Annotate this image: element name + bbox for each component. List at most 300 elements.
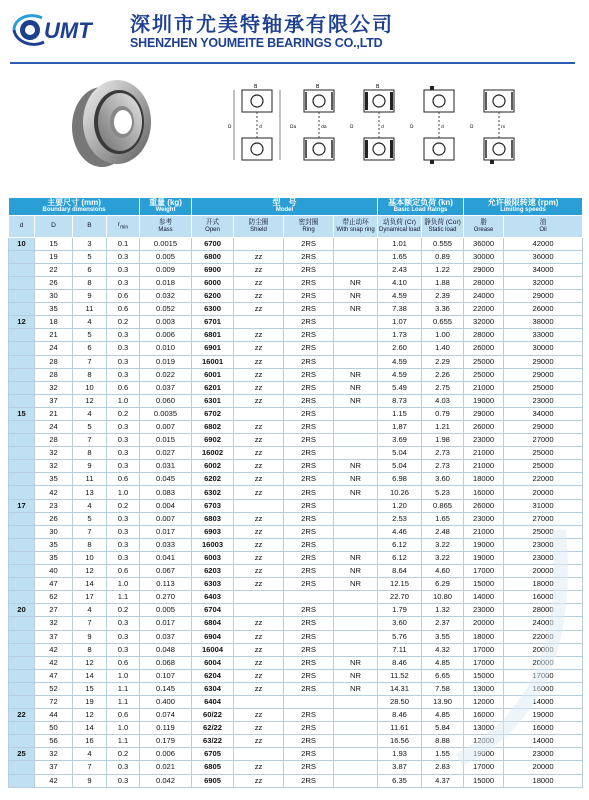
cell-dynamic-load: 4.59	[378, 290, 422, 303]
cell-static-load: 4.37	[422, 774, 464, 787]
cell-ring: 2RS	[284, 709, 334, 722]
cell-oil: 26000	[504, 303, 583, 316]
cell-dynamic-load: 3.60	[378, 617, 422, 630]
cell-B: 9	[73, 630, 107, 643]
cell-snap-ring	[334, 263, 378, 276]
cell-ring: 2RS	[284, 394, 334, 407]
cell-snap-ring	[334, 237, 378, 250]
cell-D: 35	[35, 538, 73, 551]
cell-ring: 2RS	[284, 761, 334, 774]
cell-grease: 20000	[464, 617, 504, 630]
cell-D: 35	[35, 473, 73, 486]
cell-B: 8	[73, 538, 107, 551]
cell-grease: 16000	[464, 709, 504, 722]
cell-d	[9, 355, 35, 368]
cell-r: 1.0	[107, 578, 140, 591]
cell-dynamic-load: 6.98	[378, 473, 422, 486]
table-row	[9, 735, 583, 748]
cell-ring: 2RS	[284, 381, 334, 394]
cell-snap-ring	[334, 407, 378, 420]
cell-mass: 0.041	[140, 551, 192, 564]
cell-snap-ring	[334, 630, 378, 643]
cell-static-load: 4.03	[422, 394, 464, 407]
cell-r: 0.3	[107, 447, 140, 460]
cell-dynamic-load: 8.64	[378, 565, 422, 578]
cell-oil: 38000	[504, 316, 583, 329]
svg-text:B: B	[316, 84, 320, 90]
table-row	[9, 460, 583, 473]
cell-D: 35	[35, 551, 73, 564]
table-row	[9, 551, 583, 564]
cell-d	[9, 538, 35, 551]
cell-oil: 29000	[504, 368, 583, 381]
section-diagram-shield	[290, 84, 348, 166]
cell-B: 13	[73, 486, 107, 499]
cell-snap-ring	[334, 499, 378, 512]
cell-shield: zz	[234, 525, 284, 538]
col-mass: 参考 Mass	[140, 215, 192, 237]
cell-grease: 32000	[464, 316, 504, 329]
cell-mass: 0.019	[140, 355, 192, 368]
cell-d	[9, 473, 35, 486]
cell-dynamic-load: 1.20	[378, 499, 422, 512]
cell-D: 62	[35, 591, 73, 604]
cell-mass: 0.107	[140, 669, 192, 682]
cell-oil: 32000	[504, 276, 583, 289]
cell-static-load: 3.22	[422, 538, 464, 551]
header-weight: 重量 (kg) Weight	[140, 198, 192, 216]
cell-snap-ring: NR	[334, 303, 378, 316]
cell-shield	[234, 237, 284, 250]
cell-shield: zz	[234, 617, 284, 630]
cell-mass: 0.113	[140, 578, 192, 591]
cell-static-load: 3.60	[422, 473, 464, 486]
cell-snap-ring	[334, 591, 378, 604]
cell-snap-ring: NR	[334, 669, 378, 682]
cell-D: 24	[35, 421, 73, 434]
cell-shield: zz	[234, 682, 284, 695]
cell-open: 6302	[192, 486, 234, 499]
cell-D: 44	[35, 709, 73, 722]
cell-dynamic-load: 4.46	[378, 525, 422, 538]
cell-oil: 29000	[504, 290, 583, 303]
cell-snap-ring	[334, 735, 378, 748]
cell-D: 26	[35, 512, 73, 525]
cell-grease: 21000	[464, 525, 504, 538]
cell-B: 12	[73, 394, 107, 407]
cell-oil: 33000	[504, 329, 583, 342]
table-row	[9, 407, 583, 420]
cell-shield: zz	[234, 263, 284, 276]
cell-oil: 23000	[504, 748, 583, 761]
cell-dynamic-load: 22.70	[378, 591, 422, 604]
table-row	[9, 565, 583, 578]
cell-dynamic-load: 6.12	[378, 538, 422, 551]
cell-dynamic-load: 4.59	[378, 368, 422, 381]
cell-static-load: 6.65	[422, 669, 464, 682]
cell-dynamic-load: 2.53	[378, 512, 422, 525]
cell-B: 19	[73, 695, 107, 708]
cell-snap-ring: NR	[334, 656, 378, 669]
cell-open: 6003	[192, 551, 234, 564]
table-row	[9, 368, 583, 381]
cell-snap-ring	[334, 447, 378, 460]
cell-mass: 0.015	[140, 434, 192, 447]
cell-open: 6902	[192, 434, 234, 447]
cell-r: 0.2	[107, 748, 140, 761]
cell-shield: zz	[234, 643, 284, 656]
cell-grease: 14000	[464, 591, 504, 604]
col-D: D	[35, 215, 73, 237]
svg-text:Da: Da	[290, 125, 297, 130]
col-grease: 脂 Grease	[464, 215, 504, 237]
cell-r: 0.3	[107, 368, 140, 381]
cell-shield: zz	[234, 656, 284, 669]
cell-static-load: 2.39	[422, 290, 464, 303]
cell-ring: 2RS	[284, 355, 334, 368]
cell-grease: 23000	[464, 512, 504, 525]
cell-grease: 21000	[464, 381, 504, 394]
col-d: d	[9, 215, 35, 237]
cell-mass: 0.027	[140, 447, 192, 460]
cell-d	[9, 591, 35, 604]
cell-open: 6403	[192, 591, 234, 604]
cell-r: 0.2	[107, 604, 140, 617]
table-row	[9, 538, 583, 551]
cell-D: 30	[35, 525, 73, 538]
cell-D: 52	[35, 682, 73, 695]
cell-D: 19	[35, 250, 73, 263]
cell-r: 0.3	[107, 643, 140, 656]
cell-open: 60/22	[192, 709, 234, 722]
cell-d: 22	[9, 709, 35, 722]
cell-D: 30	[35, 290, 73, 303]
cell-snap-ring: NR	[334, 368, 378, 381]
cell-d	[9, 735, 35, 748]
cell-d: 25	[9, 748, 35, 761]
cell-B: 7	[73, 761, 107, 774]
cell-mass: 0.018	[140, 276, 192, 289]
table-row	[9, 486, 583, 499]
section-diagram-open	[228, 84, 286, 166]
cell-open: 6303	[192, 578, 234, 591]
cell-shield: zz	[234, 342, 284, 355]
cell-d	[9, 303, 35, 316]
cell-open: 16001	[192, 355, 234, 368]
cell-B: 4	[73, 316, 107, 329]
cell-r: 0.3	[107, 342, 140, 355]
cell-open: 6804	[192, 617, 234, 630]
cell-r: 0.3	[107, 761, 140, 774]
cell-grease: 24000	[464, 290, 504, 303]
cell-grease: 19000	[464, 551, 504, 564]
cell-mass: 0.067	[140, 565, 192, 578]
cell-dynamic-load: 7.38	[378, 303, 422, 316]
cell-grease: 26000	[464, 499, 504, 512]
cell-shield: zz	[234, 761, 284, 774]
cell-oil: 22000	[504, 473, 583, 486]
cell-ring: 2RS	[284, 538, 334, 551]
cell-d	[9, 381, 35, 394]
section-diagram-shield-snap	[470, 84, 528, 166]
cell-ring: 2RS	[284, 643, 334, 656]
cell-dynamic-load: 1.07	[378, 316, 422, 329]
cell-D: 47	[35, 669, 73, 682]
cell-ring: 2RS	[284, 682, 334, 695]
cell-grease: 29000	[464, 407, 504, 420]
cell-grease: 16000	[464, 486, 504, 499]
cell-static-load: 1.21	[422, 421, 464, 434]
cell-grease: 15000	[464, 774, 504, 787]
cell-d	[9, 630, 35, 643]
cell-oil: 18000	[504, 578, 583, 591]
table-row	[9, 434, 583, 447]
svg-text:D: D	[350, 125, 354, 130]
cell-ring: 2RS	[284, 578, 334, 591]
cell-oil: 25000	[504, 525, 583, 538]
cell-open: 6903	[192, 525, 234, 538]
cell-shield: zz	[234, 538, 284, 551]
header-speed: 允许极限转速 (rpm) Limiting speeds	[464, 198, 583, 216]
cell-shield	[234, 748, 284, 761]
table-row	[9, 473, 583, 486]
cell-shield	[234, 316, 284, 329]
cell-B: 7	[73, 617, 107, 630]
cell-d	[9, 669, 35, 682]
cell-B: 7	[73, 355, 107, 368]
cell-dynamic-load: 1.79	[378, 604, 422, 617]
cell-r: 0.3	[107, 551, 140, 564]
cell-B: 10	[73, 381, 107, 394]
cell-grease: 17000	[464, 656, 504, 669]
cell-ring: 2RS	[284, 250, 334, 263]
table-row	[9, 604, 583, 617]
table-row	[9, 578, 583, 591]
header-divider	[10, 62, 575, 64]
cell-r: 1.0	[107, 394, 140, 407]
cell-open: 6002	[192, 460, 234, 473]
cell-r: 0.3	[107, 355, 140, 368]
cell-B: 17	[73, 591, 107, 604]
cell-shield	[234, 604, 284, 617]
table-row	[9, 290, 583, 303]
cell-static-load: 2.73	[422, 460, 464, 473]
cell-D: 26	[35, 276, 73, 289]
cell-shield: zz	[234, 630, 284, 643]
cell-ring: 2RS	[284, 748, 334, 761]
cell-ring: 2RS	[284, 551, 334, 564]
cell-B: 12	[73, 709, 107, 722]
cell-oil: 27000	[504, 434, 583, 447]
cell-snap-ring	[334, 329, 378, 342]
cell-static-load: 1.40	[422, 342, 464, 355]
col-B: B	[73, 215, 107, 237]
cell-dynamic-load: 16.56	[378, 735, 422, 748]
cell-oil: 27000	[504, 512, 583, 525]
cell-open: 6802	[192, 421, 234, 434]
cell-r: 0.3	[107, 512, 140, 525]
table-row	[9, 250, 583, 263]
cell-shield: zz	[234, 512, 284, 525]
cell-static-load: 4.60	[422, 565, 464, 578]
cell-snap-ring	[334, 617, 378, 630]
bearing-photo	[62, 72, 162, 172]
cell-B: 15	[73, 682, 107, 695]
table-body	[9, 237, 583, 787]
cell-d	[9, 565, 35, 578]
cell-oil: 18000	[504, 774, 583, 787]
cell-snap-ring: NR	[334, 551, 378, 564]
cell-d	[9, 421, 35, 434]
cell-open: 6702	[192, 407, 234, 420]
cell-static-load: 0.555	[422, 237, 464, 250]
cell-B: 8	[73, 447, 107, 460]
cell-r: 0.3	[107, 460, 140, 473]
col-open: 开式 Open	[192, 215, 234, 237]
cell-grease: 21000	[464, 447, 504, 460]
table-row	[9, 656, 583, 669]
cell-shield: zz	[234, 421, 284, 434]
cell-r: 1.1	[107, 695, 140, 708]
cell-oil: 25000	[504, 381, 583, 394]
cell-open: 6300	[192, 303, 234, 316]
cell-r: 0.3	[107, 276, 140, 289]
cell-open: 6803	[192, 512, 234, 525]
cell-d: 10	[9, 237, 35, 250]
cell-d	[9, 447, 35, 460]
cell-B: 5	[73, 512, 107, 525]
cell-open: 16004	[192, 643, 234, 656]
cell-grease: 12000	[464, 735, 504, 748]
cell-r: 0.3	[107, 630, 140, 643]
cell-mass: 0.009	[140, 263, 192, 276]
cell-static-load: 2.26	[422, 368, 464, 381]
cell-r: 0.6	[107, 473, 140, 486]
cell-r: 0.6	[107, 381, 140, 394]
cell-B: 6	[73, 342, 107, 355]
cell-shield: zz	[234, 578, 284, 591]
cell-dynamic-load: 1.65	[378, 250, 422, 263]
cell-mass: 0.017	[140, 525, 192, 538]
col-oil: 油 Oil	[504, 215, 583, 237]
cell-shield: zz	[234, 735, 284, 748]
cell-dynamic-load: 2.43	[378, 263, 422, 276]
cell-open: 6705	[192, 748, 234, 761]
cell-B: 10	[73, 551, 107, 564]
cell-snap-ring	[334, 316, 378, 329]
cell-dynamic-load: 2.60	[378, 342, 422, 355]
svg-text:B: B	[376, 84, 380, 90]
cell-grease: 23000	[464, 604, 504, 617]
cell-grease: 19000	[464, 748, 504, 761]
cell-ring: 2RS	[284, 617, 334, 630]
table-row	[9, 774, 583, 787]
cell-shield: zz	[234, 434, 284, 447]
cell-ring: 2RS	[284, 407, 334, 420]
cell-static-load: 3.36	[422, 303, 464, 316]
cell-shield: zz	[234, 290, 284, 303]
cell-open: 6801	[192, 329, 234, 342]
cell-shield: zz	[234, 473, 284, 486]
cell-B: 3	[73, 237, 107, 250]
cell-ring: 2RS	[284, 774, 334, 787]
table-column-header	[9, 215, 583, 237]
cell-D: 18	[35, 316, 73, 329]
cell-dynamic-load: 4.59	[378, 355, 422, 368]
table-row	[9, 761, 583, 774]
cell-ring: 2RS	[284, 276, 334, 289]
svg-text:da: da	[321, 125, 327, 130]
cell-open: 62/22	[192, 722, 234, 735]
cell-mass: 0.179	[140, 735, 192, 748]
cell-open: 6704	[192, 604, 234, 617]
section-diagram-seal	[350, 84, 408, 166]
cell-D: 28	[35, 434, 73, 447]
cell-shield: zz	[234, 709, 284, 722]
cell-shield: zz	[234, 368, 284, 381]
cell-mass: 0.068	[140, 656, 192, 669]
cell-grease: 25000	[464, 355, 504, 368]
cell-d: 15	[9, 407, 35, 420]
cell-oil: 24000	[504, 617, 583, 630]
svg-text:D: D	[470, 125, 474, 130]
cell-dynamic-load: 11.61	[378, 722, 422, 735]
cell-D: 27	[35, 604, 73, 617]
cell-ring: 2RS	[284, 434, 334, 447]
cell-D: 22	[35, 263, 73, 276]
cell-D: 21	[35, 407, 73, 420]
cell-mass: 0.0015	[140, 237, 192, 250]
cell-ring: 2RS	[284, 722, 334, 735]
cell-dynamic-load: 1.87	[378, 421, 422, 434]
cell-dynamic-load: 5.04	[378, 460, 422, 473]
cell-ring: 2RS	[284, 473, 334, 486]
cell-open: 6304	[192, 682, 234, 695]
cell-r: 0.2	[107, 316, 140, 329]
cell-shield	[234, 591, 284, 604]
table-row	[9, 591, 583, 604]
cell-open: 6904	[192, 630, 234, 643]
cell-oil: 23000	[504, 551, 583, 564]
cell-shield: zz	[234, 486, 284, 499]
cell-static-load: 1.22	[422, 263, 464, 276]
cell-shield: zz	[234, 565, 284, 578]
cell-ring: 2RS	[284, 669, 334, 682]
cell-oil: 20000	[504, 486, 583, 499]
cell-B: 5	[73, 329, 107, 342]
cell-mass: 0.042	[140, 774, 192, 787]
cell-r: 1.1	[107, 591, 140, 604]
cell-mass: 0.0035	[140, 407, 192, 420]
cell-oil: 25000	[504, 460, 583, 473]
cell-B: 7	[73, 434, 107, 447]
cell-d	[9, 394, 35, 407]
cell-oil: 31000	[504, 499, 583, 512]
cell-r: 1.1	[107, 682, 140, 695]
cell-oil: 28000	[504, 604, 583, 617]
cell-snap-ring	[334, 748, 378, 761]
cell-grease: 13000	[464, 722, 504, 735]
company-logo	[8, 10, 126, 50]
cell-dynamic-load: 8.46	[378, 709, 422, 722]
logo-text: UMT	[44, 18, 92, 43]
cell-r: 1.0	[107, 722, 140, 735]
cell-grease: 17000	[464, 761, 504, 774]
cell-B: 8	[73, 276, 107, 289]
cell-ring: 2RS	[284, 630, 334, 643]
table-row	[9, 355, 583, 368]
cell-r: 0.3	[107, 434, 140, 447]
